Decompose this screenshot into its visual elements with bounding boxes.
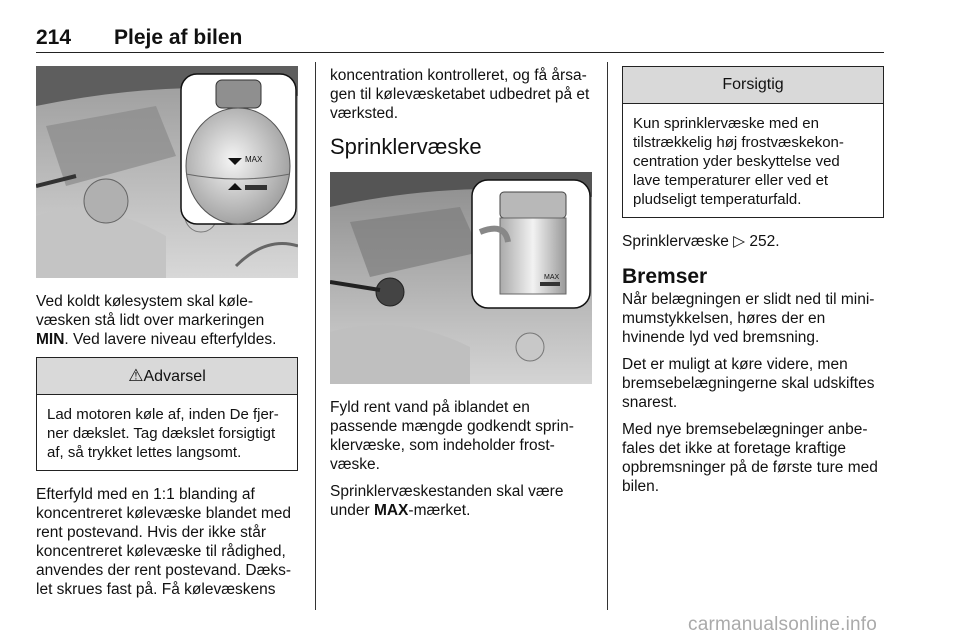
coolant-engine-image bbox=[36, 66, 298, 278]
max-mark-label: MAX bbox=[544, 274, 560, 281]
section-heading-sprinkler: Sprinklervæske bbox=[330, 134, 482, 159]
column-divider-1 bbox=[315, 62, 316, 610]
continued-paragraph: koncentration kontrolleret, og få årsa- gen til kølevæsketabet udbedret på et værksted. bbox=[330, 67, 590, 122]
refill-paragraph: Efterfyld med en 1:1 blanding af koncentreret kølevæske blandet med rent postevand. Hvis der ikke står koncentreret kølevæske til rådighed, anvendes der rent postevand. Dæks- let skrues fast på. Få kølevæskens bbox=[36, 486, 292, 598]
caution-text: Kun sprinklervæske med en tilstrækkelig høj frostvæskekon- centration yder beskyttelse ved lave temperaturer eller ved et pludseligt temperaturfald. bbox=[633, 115, 844, 208]
cross-reference: Sprinklervæske ▷ 252. bbox=[622, 233, 780, 250]
max-mark-label: MAX bbox=[245, 155, 263, 164]
page-header bbox=[36, 20, 884, 53]
site-watermark: carmanualsonline.info bbox=[688, 614, 878, 635]
brake-paragraph-1: Når belægningen er slidt ned til mini- mumstykkelsen, høres der en hvinende lyd ved bremsning. bbox=[622, 291, 875, 346]
warning-box bbox=[36, 357, 298, 471]
washer-level-paragraph: Sprinklervæskestanden skal være under MAX-mærket. bbox=[330, 483, 564, 519]
page-reference-link[interactable]: 252. bbox=[749, 233, 780, 250]
coolant-reservoir-illustration bbox=[36, 66, 298, 278]
coolant-level-paragraph: Ved koldt kølesystem skal køle- væsken stå lidt over markeringen MIN. Ved lavere niveau efterfyldes. bbox=[36, 293, 277, 348]
page-reference-icon: ▷ bbox=[733, 233, 746, 250]
caution-box bbox=[622, 66, 884, 218]
page-title: Pleje af bilen bbox=[114, 26, 243, 49]
section-heading-brakes: Bremser bbox=[622, 265, 708, 288]
column-2 bbox=[330, 66, 592, 528]
max-mark: MAX bbox=[373, 502, 409, 519]
warning-text: Lad motoren køle af, inden De fjer- ner dækslet. Tag dækslet forsigtigt af, så trykket lettes langsomt. bbox=[47, 406, 279, 461]
warning-icon: ⚠ bbox=[128, 366, 144, 385]
page-number: 214 bbox=[36, 26, 72, 49]
washer-reservoir-illustration bbox=[330, 172, 592, 384]
warning-header: ⚠Advarsel bbox=[37, 358, 297, 395]
washer-fill-paragraph: Fyld rent vand på iblandet en passende mængde godkendt sprin- klervæske, som indeholder frost- væske. bbox=[330, 399, 574, 473]
min-mark: MIN bbox=[36, 331, 65, 348]
column-divider-2 bbox=[607, 62, 608, 610]
brake-paragraph-3: Med nye bremsebelægninger anbe- fales det ikke at foretage kraftige opbremsninger på de første ture med bilen. bbox=[622, 421, 878, 495]
caution-header: Forsigtig bbox=[623, 67, 883, 104]
column-1 bbox=[36, 66, 298, 607]
brake-paragraph-2: Det er muligt at køre videre, men bremsebelægningerne skal udskiftes snarest. bbox=[622, 356, 875, 411]
column-3 bbox=[622, 66, 884, 504]
washer-engine-image bbox=[330, 172, 592, 384]
